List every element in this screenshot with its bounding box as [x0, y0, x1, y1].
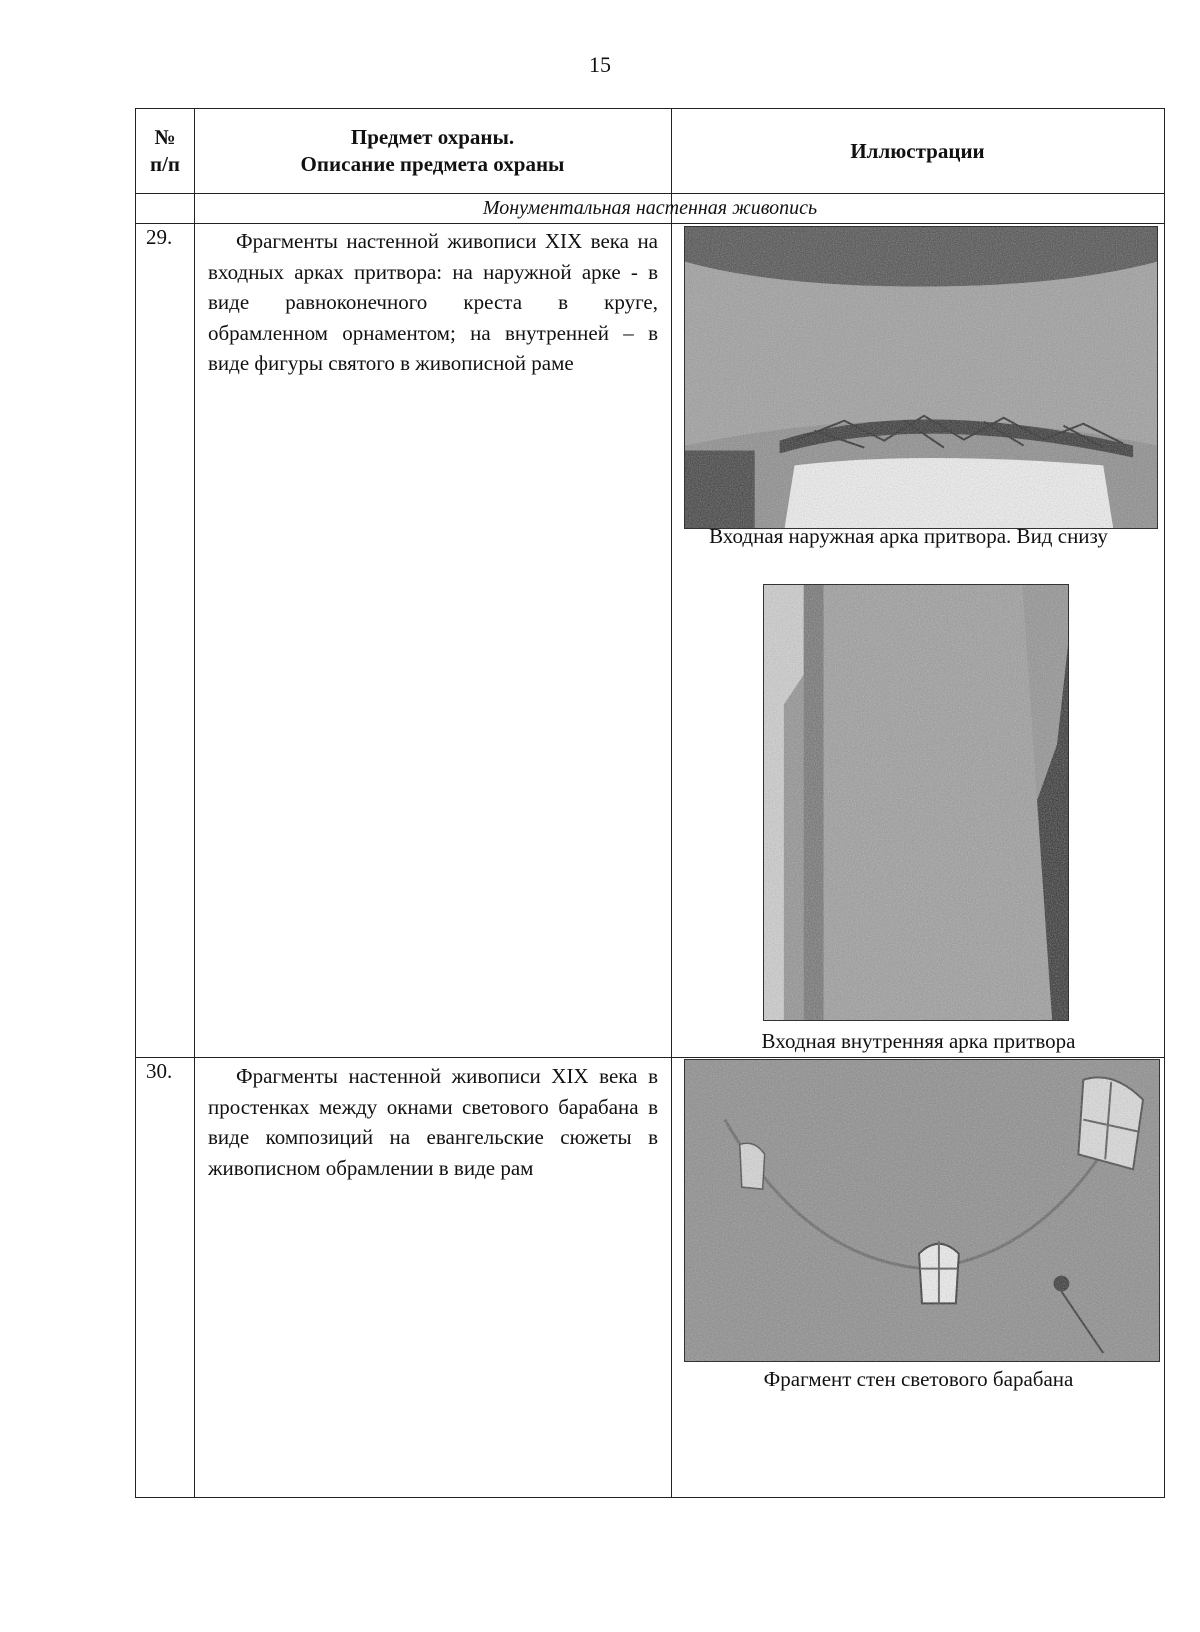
section-title: Монументальная настенная живопись — [482, 197, 818, 219]
outer-arch-image — [685, 227, 1157, 528]
row-number: 30. — [146, 1059, 173, 1083]
header-illustrations — [671, 109, 1164, 193]
photo-caption: Входная внутренняя арка притвора — [761, 1029, 1076, 1053]
header-illustrations-label: Иллюстрации — [850, 138, 985, 163]
header-number-sign: № — [154, 125, 176, 149]
row-divider — [136, 1057, 1164, 1058]
row-number: 29. — [146, 225, 173, 249]
photo-caption: Входная наружная арка притвора. Вид снизу — [709, 524, 1108, 548]
column-divider-1 — [194, 109, 195, 1497]
drum-wall-photo — [684, 1059, 1160, 1362]
inner-arch-image — [764, 585, 1068, 1020]
header-subject-title: Предмет охраны. — [350, 125, 515, 149]
row-description: Фрагменты настенной живописи XIX века в простенках между окнами светового барабана в виде композиций на евангельские сюжеты в живописном обрамлении в виде рам — [208, 1064, 658, 1180]
inner-arch-photo — [763, 584, 1069, 1021]
page-number: 15 — [589, 52, 611, 77]
header-subject-subtitle: Описание предмета охраны — [300, 152, 565, 176]
protection-subject-table — [135, 108, 1165, 1498]
header-number — [136, 109, 194, 193]
section-divider — [136, 223, 1164, 224]
column-divider-2 — [671, 109, 672, 1497]
photo-caption: Фрагмент стен светового барабана — [763, 1367, 1074, 1391]
header-subject — [194, 109, 671, 193]
drum-wall-image — [685, 1060, 1159, 1361]
header-number-abbr: п/п — [149, 152, 181, 176]
outer-arch-photo — [684, 226, 1158, 529]
row-description: Фрагменты настенной живописи XIX века на входных арках притвора: на наружной арке - в виде равноконечного креста в круге, обрамленном орнаментом; на внутренней – в виде фигуры святого в живописной раме — [208, 229, 658, 375]
